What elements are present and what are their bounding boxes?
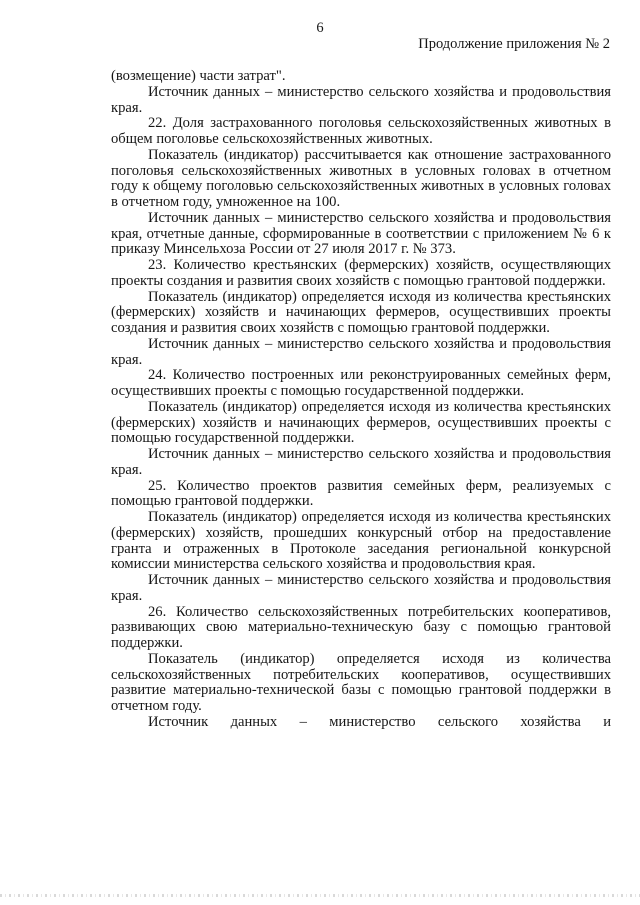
paragraph: Показатель (индикатор) определяется исходя из количества крестьянских (фермерских) хозяйств, прошедших конкурсный отбор на предоставление гранта и отраженных в Протоколе заседания региональной конкурсной комиссии министерства сельского хозяйства и продовольствия края. xyxy=(111,509,611,573)
paragraph: Показатель (индикатор) определяется исходя из количества крестьянских (фермерских) хозяйств и начинающих фермеров, осуществивших проекты с помощью государственной поддержки. xyxy=(111,398,611,447)
paragraph: Источник данных – министерство сельского хозяйства и продовольствия края. xyxy=(111,83,611,116)
paragraph: 25. Количество проектов развития семейных ферм, реализуемых с помощью грантовой поддержки. xyxy=(111,477,611,510)
document-body xyxy=(111,69,611,731)
paragraph: 26. Количество сельскохозяйственных потребительских кооперативов, развивающих свою материально-техническую базу с помощью грантовой поддержки. xyxy=(111,603,611,651)
paragraph: Источник данных – министерство сельского хозяйства и xyxy=(148,713,611,730)
paragraph: Источник данных – министерство сельского хозяйства и продовольствия края. xyxy=(111,335,611,368)
paragraph: Показатель (индикатор) рассчитывается как отношение застрахованного поголовья сельскохозяйственных животных в условных головах в отчетном году к общему поголовью сельскохозяйственных животных в условных головах в отчетном году, умноженное на 100. xyxy=(111,146,611,210)
paragraph: Источник данных – министерство сельского хозяйства и продовольствия края. xyxy=(111,572,611,604)
paragraph: Показатель (индикатор) определяется исходя из количества крестьянских (фермерских) хозяйств и начинающих фермеров, осуществивших проекты создания и развития своих хозяйств с помощью грантовой поддержки. xyxy=(111,288,611,336)
paragraph: Показатель (индикатор) определяется исходя из количества сельскохозяйственных потребительских кооперативов, осуществивших развитие материально-технической базы с помощью грантовой поддержки в отчетном году. xyxy=(111,650,611,714)
paragraph: 24. Количество построенных или реконструированных семейных ферм, осуществивших проекты с помощью государственной поддержки. xyxy=(111,367,611,399)
paragraph: 23. Количество крестьянских (фермерских) хозяйств, осуществляющих проекты создания и развития своих хозяйств с помощью грантовой поддержки. xyxy=(111,257,611,289)
paragraph: Источник данных – министерство сельского хозяйства и продовольствия края, отчетные данные, сформированные в соответствии с приложением № 6 к приказу Минсельхоза России от 27 июля 2017 г. № 373. xyxy=(111,209,611,258)
paragraph: (возмещение) части затрат". xyxy=(111,68,286,84)
appendix-continuation-note: Продолжение приложения № 2 xyxy=(418,36,610,52)
paragraph: Источник данных – министерство сельского хозяйства и продовольствия края. xyxy=(111,446,611,478)
paragraph: 22. Доля застрахованного поголовья сельскохозяйственных животных в общем поголовье сельскохозяйственных животных. xyxy=(111,115,611,147)
page-number: 6 xyxy=(316,20,324,36)
scan-edge-artifact xyxy=(0,894,640,897)
